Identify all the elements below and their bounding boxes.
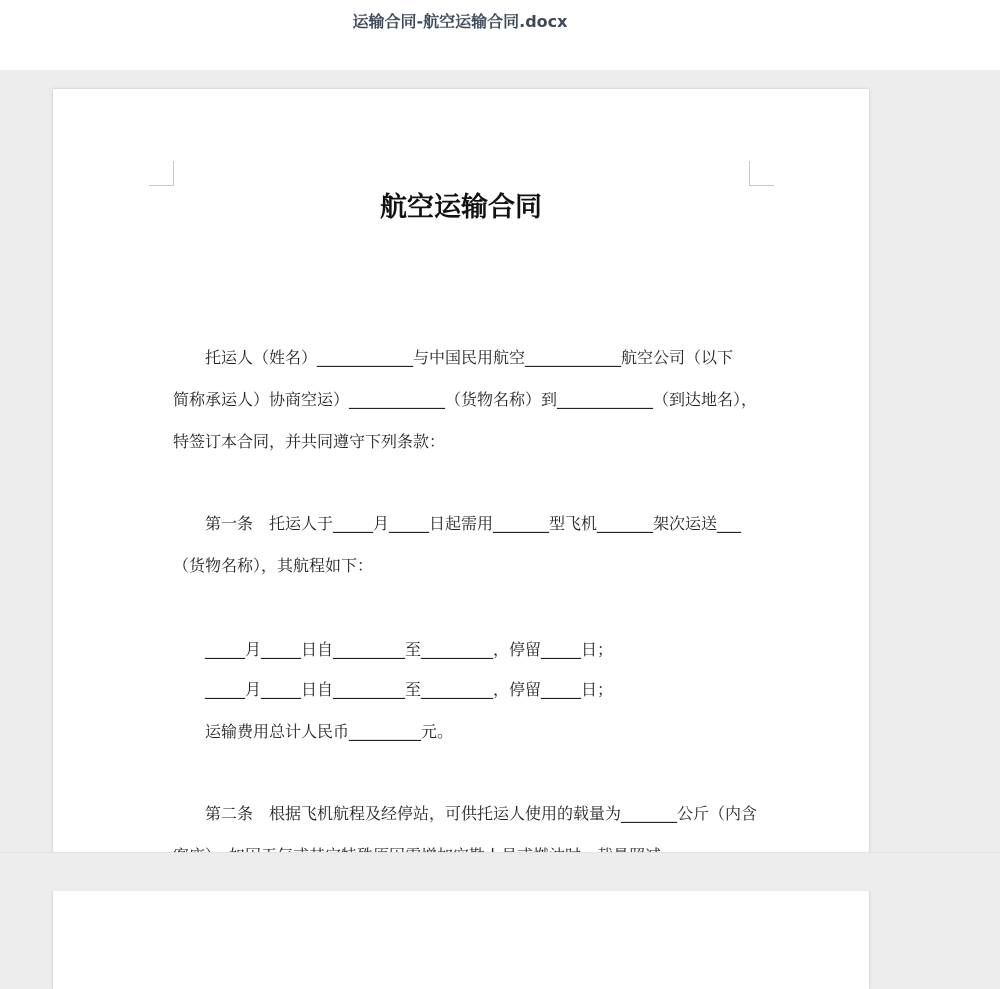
fee-line: 运输费用总计人民币_________元。 (205, 722, 454, 741)
paragraph-line: 简称承运人）协商空运）____________（货物名称）到____________（到达地名）， (173, 390, 758, 409)
title-bar (0, 0, 1000, 70)
article-2-line: 第二条 根据飞机航程及经停站，可供托运人使用的载量为_______公斤（内含 (205, 804, 758, 823)
document-viewport[interactable] (0, 70, 1000, 852)
route-line: _____月_____日自_________至_________，停留_____日； (205, 680, 614, 699)
margin-corner-top-right (749, 161, 774, 186)
document-name: 运输合同-航空运输合同.docx (352, 12, 568, 31)
paragraph-line: 特签订本合同，并共同遵守下列条款： (173, 432, 446, 451)
margin-corner-top-left (149, 161, 174, 186)
article-1-line: （货物名称），其航程如下： (173, 556, 374, 575)
paragraph-line: 托运人（姓名）____________与中国民用航空____________航空公司（以下 (205, 348, 734, 367)
bottom-bar (0, 852, 1000, 891)
article-1-line: 第一条 托运人于_____月_____日起需用_______型飞机_______架次运送___ (205, 514, 742, 533)
route-line: _____月_____日自_________至_________，停留_____日； (205, 640, 614, 659)
document-title: 航空运输合同 (380, 192, 542, 223)
